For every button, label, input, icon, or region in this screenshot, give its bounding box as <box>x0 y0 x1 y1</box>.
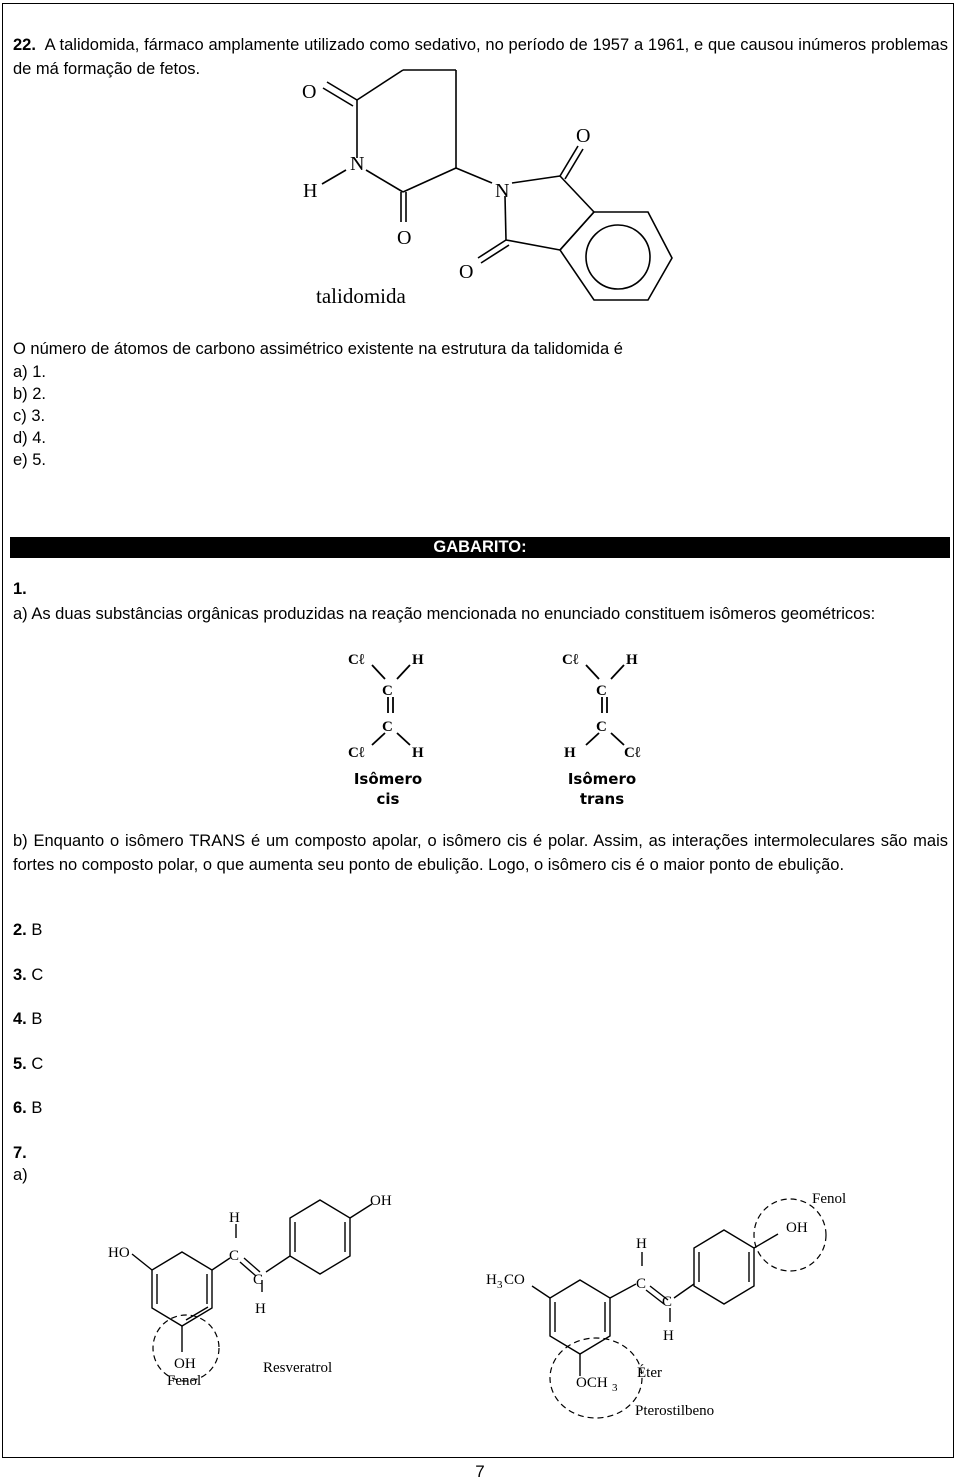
resveratrol-label: Resveratrol <box>263 1360 333 1376</box>
option-e: e) 5. <box>13 451 47 469</box>
option-a: a) 1. <box>13 363 47 381</box>
eter-label: Éter <box>637 1365 662 1381</box>
question-number: 22. <box>13 36 36 54</box>
svg-text:N: N <box>350 153 365 175</box>
cis-label-1: Isômero <box>353 770 423 788</box>
svg-text:H: H <box>626 652 638 668</box>
answer-6: 6. B <box>13 1099 43 1117</box>
svg-text:C: C <box>382 683 393 699</box>
svg-text:OH: OH <box>174 1356 196 1372</box>
svg-text:Cℓ: Cℓ <box>624 745 641 761</box>
svg-text:H: H <box>486 1272 497 1288</box>
fenol-label-pterostilbeno: Fenol <box>812 1191 847 1207</box>
svg-text:O: O <box>576 125 591 147</box>
option-d: d) 4. <box>13 429 47 447</box>
svg-text:OCH: OCH <box>576 1375 608 1391</box>
svg-text:C: C <box>596 683 607 699</box>
svg-text:H: H <box>229 1210 240 1226</box>
answer-1b-text: b) Enquanto o isômero TRANS é um composto apolar, o isômero cis é polar. Assim, as interações intermoleculares são mais fortes no composto polar, o que aumenta seu ponto de ebulição. Logo, o isômero cis é o maior ponto de ebulição. <box>13 832 948 874</box>
svg-text:H: H <box>564 745 576 761</box>
svg-text:Cℓ: Cℓ <box>562 652 579 668</box>
gabarito-header: GABARITO: <box>10 537 950 558</box>
svg-text:C: C <box>229 1248 240 1264</box>
answer-1a-text: a) As duas substâncias orgânicas produzidas na reação mencionada no enunciado constituem isômeros geométricos: <box>13 605 876 623</box>
svg-text:O: O <box>302 81 317 103</box>
answer-3: 3. C <box>13 966 44 984</box>
svg-text:H: H <box>663 1328 674 1344</box>
svg-text:3: 3 <box>612 1382 618 1394</box>
trans-label-1: Isômero <box>567 770 637 788</box>
svg-text:HO: HO <box>108 1245 130 1261</box>
answer-7-part-a: a) <box>13 1166 28 1184</box>
pterostilbeno-label: Pterostilbeno <box>635 1403 715 1419</box>
svg-text:C: C <box>596 719 607 735</box>
svg-text:Cℓ: Cℓ <box>348 652 365 668</box>
fenol-label-resveratrol: Fenol <box>167 1373 202 1389</box>
trans-label-2: trans <box>579 790 625 808</box>
svg-text:C: C <box>662 1294 673 1310</box>
svg-text:N: N <box>495 180 510 202</box>
svg-text:3: 3 <box>497 1279 503 1291</box>
svg-text:O: O <box>397 227 412 249</box>
answer-1-number: 1. <box>13 580 27 598</box>
isomers-structure <box>330 645 670 765</box>
structure-label: talidomida <box>316 284 406 308</box>
svg-text:Cℓ: Cℓ <box>348 745 365 761</box>
svg-text:H: H <box>303 180 318 202</box>
svg-text:H: H <box>412 745 424 761</box>
stilbene-structures <box>0 1180 960 1430</box>
svg-text:C: C <box>253 1272 264 1288</box>
option-b: b) 2. <box>13 385 47 403</box>
svg-text:CO: CO <box>504 1272 525 1288</box>
svg-text:O: O <box>459 261 474 283</box>
answer-4: 4. B <box>13 1010 43 1028</box>
question-body: A talidomida, fármaco amplamente utilizado como sedativo, no período de 1957 a 1961, e que causou inúmeros problemas de má formação de fetos. <box>13 36 948 78</box>
option-c: c) 3. <box>13 407 46 425</box>
svg-text:H: H <box>255 1301 266 1317</box>
svg-text:OH: OH <box>786 1220 808 1236</box>
svg-text:C: C <box>636 1276 647 1292</box>
page-number: 7 <box>475 1462 485 1481</box>
cis-label-2: cis <box>376 790 400 808</box>
svg-text:H: H <box>636 1236 647 1252</box>
answer-2: 2. B <box>13 921 43 939</box>
thalidomide-structure <box>0 0 960 320</box>
svg-text:H: H <box>412 652 424 668</box>
answer-7-number: 7. <box>13 1144 27 1162</box>
answer-5: 5. C <box>13 1055 44 1073</box>
svg-text:C: C <box>382 719 393 735</box>
svg-text:OH: OH <box>370 1193 392 1209</box>
question-stem: O número de átomos de carbono assimétrico existente na estrutura da talidomida é <box>13 340 623 358</box>
